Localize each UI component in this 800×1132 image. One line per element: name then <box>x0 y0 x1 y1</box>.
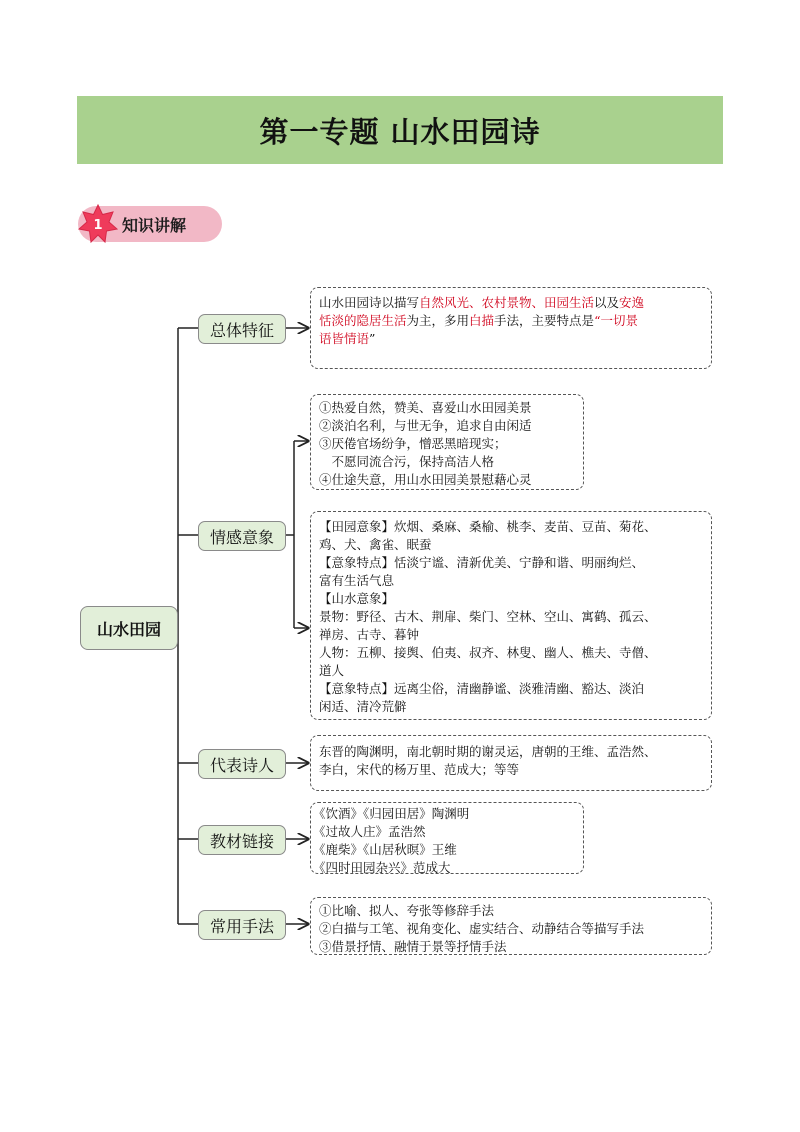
emotions-line: ②淡泊名利，与世无争，追求自由闲适 <box>319 418 532 433</box>
emotions-line: ④仕途失意，用山水田园美景慰藉心灵 <box>319 472 532 487</box>
features-line <box>319 294 703 312</box>
features-text: 手法，主要特点是 <box>494 313 595 328</box>
branch-emotion-imagery: 情感意象 <box>198 521 286 551</box>
imagery-line: 【山水意象】 <box>319 591 395 606</box>
techniques-line: ①比喻、拟人、夸张等修辞手法 <box>319 903 495 918</box>
features-text: 山水田园诗以描写 <box>319 295 420 310</box>
section-number: 1 <box>93 218 103 233</box>
textbook-line: 《鹿柴》《山居秋暝》王维 <box>313 842 457 857</box>
techniques-line: ②白描与工笔、视角变化、虚实结合、动静结合等描写手法 <box>319 921 645 936</box>
poets-line: 东晋的陶渊明，南北朝时期的谢灵运，唐朝的王维、孟浩然、 <box>319 744 657 759</box>
features-line <box>319 330 703 348</box>
techniques-line: ③借景抒情、融情于景等抒情手法 <box>319 939 507 954</box>
features-text: 以及 <box>594 295 620 310</box>
imagery-line: 鸡、犬、禽雀、眠蚕 <box>319 537 432 552</box>
techniques-box <box>310 897 712 955</box>
imagery-box <box>310 511 712 720</box>
imagery-line: 富有生活气息 <box>319 573 395 588</box>
imagery-line: 道人 <box>319 663 345 678</box>
imagery-line: 【田园意象】炊烟、桑麻、桑榆、桃李、麦苗、豆苗、菊花、 <box>319 519 657 534</box>
emotions-line: 不愿同流合污，保持高洁人格 <box>319 454 495 469</box>
imagery-line: 【意象特点】恬淡宁谧、清新优美、宁静和谐、明丽绚烂、 <box>319 555 645 570</box>
branch-common-techniques: 常用手法 <box>198 910 286 940</box>
features-highlight: 自然风光、农村景物、田园生活 <box>419 295 595 310</box>
branch-overall-features: 总体特征 <box>198 314 286 344</box>
imagery-line: 禅房、古寺、暮钟 <box>319 627 420 642</box>
imagery-line: 闲适、清冷荒僻 <box>319 699 407 714</box>
features-text: 为主，多用 <box>406 313 470 328</box>
section-label: 知识讲解 <box>122 216 187 235</box>
textbook-line: 《过故人庄》孟浩然 <box>313 824 426 839</box>
poets-line: 李白，宋代的杨万里、范成大；等等 <box>319 762 520 777</box>
emotions-line: ③厌倦官场纷争，憎恶黑暗现实； <box>319 436 507 451</box>
features-highlight: “一切景 <box>594 313 638 328</box>
emotions-line: ①热爱自然，赞美、喜爱山水田园美景 <box>319 400 532 415</box>
imagery-line: 【意象特点】远离尘俗，清幽静谧、淡雅清幽、豁达、淡泊 <box>319 681 645 696</box>
features-line <box>319 312 703 330</box>
imagery-line: 景物：野径、古木、荆扉、柴门、空林、空山、寓鹤、孤云、 <box>319 609 657 624</box>
root-node: 山水田园 <box>80 606 178 650</box>
textbook-line: 《四时田园杂兴》范成大 <box>313 860 451 875</box>
emotions-box <box>310 394 584 490</box>
textbook-box <box>310 802 584 874</box>
features-highlight: 恬淡的隐居生活 <box>319 313 407 328</box>
features-box <box>310 287 712 369</box>
imagery-line: 人物：五柳、接舆、伯夷、叔齐、林叟、幽人、樵夫、寺僧、 <box>319 645 657 660</box>
branch-textbook-links: 教材链接 <box>198 825 286 855</box>
features-highlight: 白描 <box>469 313 495 328</box>
branch-representative-poets: 代表诗人 <box>198 749 286 779</box>
textbook-line: 《饮酒》《归园田居》陶渊明 <box>313 806 470 821</box>
page-title: 第一专题 山水田园诗 <box>259 114 541 149</box>
features-highlight: 语皆情语 <box>319 331 370 346</box>
poets-box <box>310 735 712 791</box>
features-highlight: 安逸 <box>619 295 645 310</box>
features-text: ” <box>369 331 376 346</box>
